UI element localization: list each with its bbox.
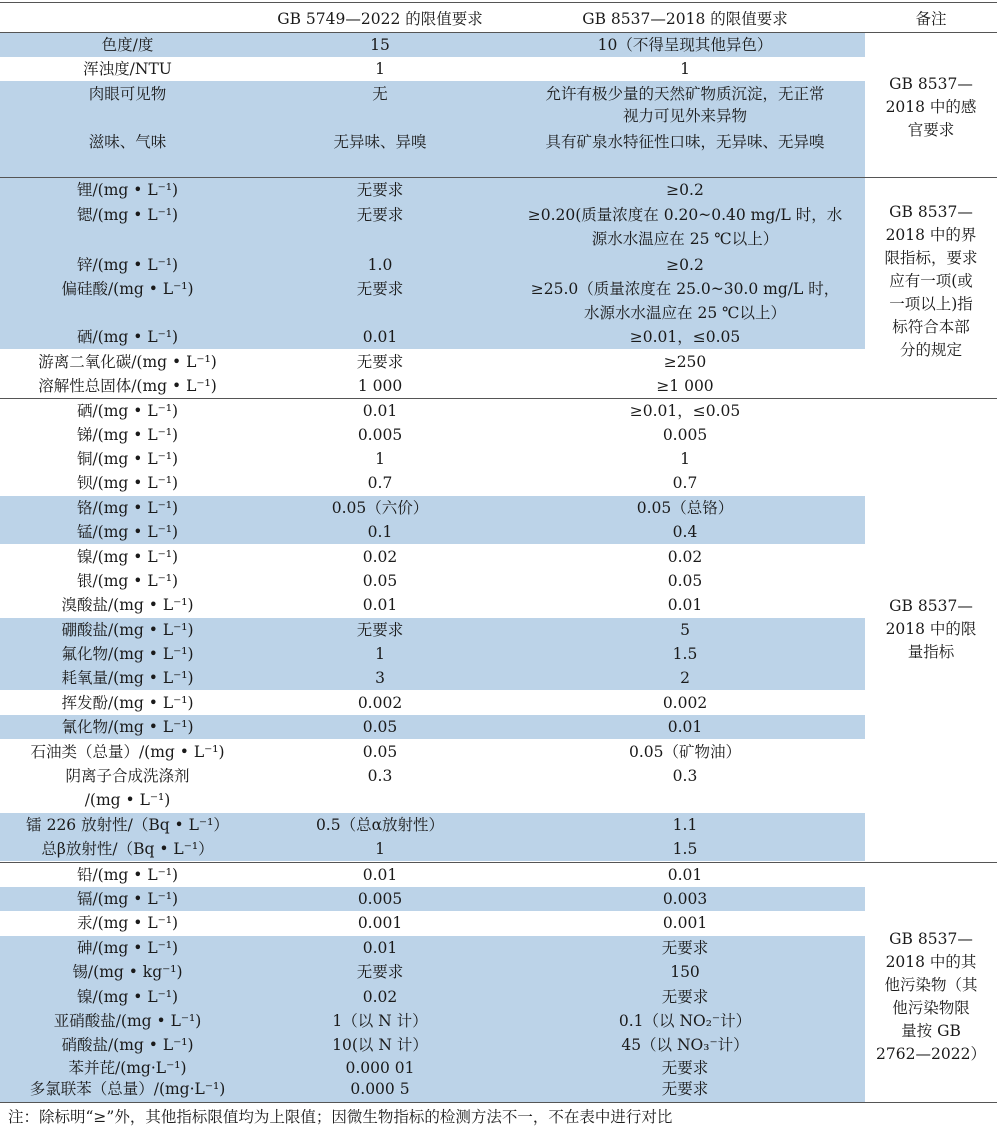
table-cell: ≥0.2	[666, 181, 704, 199]
remark-limit	[865, 595, 997, 664]
table-cell: ≥0.20(质量浓度在 0.20~0.40 mg/L 时，水	[527, 206, 843, 224]
table-cell: 标符合本部	[892, 318, 970, 336]
table-cell: 挥发酚/(mg • L⁻¹)	[61, 694, 194, 712]
table-cell: 苯并芘/(mg·L⁻¹)	[68, 1059, 187, 1077]
table-cell: 0.7	[672, 474, 698, 492]
table-cell: 总β放射性/（Bq • L⁻¹）	[41, 840, 214, 858]
table-cell: GB 8537—	[889, 75, 973, 93]
table-cell: 1	[375, 645, 385, 663]
table-cell: 1	[375, 60, 385, 78]
table-cell: 0.05（矿物油）	[628, 743, 741, 761]
table-row-block	[0, 496, 865, 544]
table-row-block	[0, 936, 865, 1102]
table-cell: 铬/(mg • L⁻¹)	[76, 499, 179, 517]
table-cell: 硼酸盐/(mg • L⁻¹)	[61, 621, 194, 639]
table-cell: 1（以 N 计）	[332, 1012, 428, 1030]
table-cell: 无要求	[661, 1080, 709, 1098]
table-cell: 5	[680, 621, 690, 639]
table-cell: 0.002	[662, 694, 708, 712]
table-cell: 无要求	[356, 181, 404, 199]
table-cell: 一项以上)指	[889, 295, 973, 313]
bottom-rule	[0, 1102, 997, 1103]
table-cell: 无异味、异嗅	[333, 133, 427, 151]
table-cell: 0.01	[667, 596, 703, 614]
header-remarks: 备注	[915, 10, 947, 28]
table-cell: 无要求	[356, 621, 404, 639]
table-cell: 锶/(mg • L⁻¹)	[76, 206, 179, 224]
table-cell: 具有矿泉水特征性口味，无异味、无异嗅	[545, 133, 825, 151]
table-row	[0, 33, 865, 57]
table-cell: 0.01	[362, 866, 398, 884]
table-cell: 肉眼可见物	[88, 85, 167, 103]
table-cell: 0.3	[672, 767, 698, 785]
table-cell: 0.3	[367, 767, 393, 785]
table-cell: 0.1	[367, 523, 393, 541]
table-cell: 硒/(mg • L⁻¹)	[76, 402, 179, 420]
table-row	[0, 863, 865, 887]
table-row	[0, 374, 865, 398]
remark-sensory	[865, 73, 997, 142]
table-cell: ≥0.01，≤0.05	[629, 402, 741, 420]
table-cell: 无要求	[661, 1059, 709, 1077]
table-cell: 无要求	[661, 939, 709, 957]
top-rule	[0, 2, 997, 3]
table-cell: 锂/(mg • L⁻¹)	[76, 181, 179, 199]
table-cell: 溴酸盐/(mg • L⁻¹)	[61, 596, 194, 614]
table-cell: 无	[372, 85, 388, 103]
table-cell: 量指标	[907, 643, 955, 661]
table-cell: 0.1（以 NO₂⁻计）	[618, 1012, 752, 1030]
table-cell: 限指标，要求	[884, 249, 978, 267]
table-cell: 锡/(mg • kg⁻¹)	[72, 963, 183, 981]
remark-other-contaminants	[865, 928, 997, 1066]
table-cell: 锌/(mg • L⁻¹)	[76, 256, 179, 274]
table-cell: 硒/(mg • L⁻¹)	[76, 328, 179, 346]
table-cell: ≥0.2	[666, 256, 704, 274]
table-cell: 1.5	[672, 645, 698, 663]
table-row	[0, 911, 865, 935]
table-cell: 水源水水温应在 25 ℃以上）	[584, 304, 786, 322]
table-cell: 1.0	[367, 256, 393, 274]
table-cell: 汞/(mg • L⁻¹)	[76, 914, 179, 932]
table-row-block	[0, 740, 865, 812]
table-cell: GB 8537—	[889, 597, 973, 615]
table-cell: 镭 226 放射性/（Bq • L⁻¹）	[26, 816, 229, 834]
table-cell: 0.000 01	[345, 1059, 415, 1077]
table-cell: 0.02	[362, 548, 398, 566]
table-cell: 0.01	[362, 939, 398, 957]
table-cell: 0.05	[362, 743, 398, 761]
table-cell: 0.01	[667, 718, 703, 736]
table-cell: 3	[375, 669, 385, 687]
table-cell: 官要求	[907, 121, 955, 139]
table-cell: 阴离子合成洗涤剂	[65, 767, 190, 785]
table-cell: GB 8537—	[889, 203, 973, 221]
table-cell: 1	[680, 450, 690, 468]
table-row-block	[0, 399, 865, 495]
table-cell: 0.4	[672, 523, 698, 541]
table-row	[0, 57, 865, 81]
table-cell: 无要求	[356, 963, 404, 981]
table-cell: 0.05	[667, 572, 703, 590]
table-cell: ≥25.0（质量浓度在 25.0~30.0 mg/L 时，	[530, 280, 840, 298]
table-cell: 0.003	[662, 890, 708, 908]
table-cell: 0.005	[357, 890, 403, 908]
table-cell: 0.001	[662, 914, 708, 932]
table-cell: 15	[370, 36, 390, 54]
table-cell: 0.01	[362, 596, 398, 614]
table-cell: 2018 中的界	[885, 226, 977, 244]
table-row-block	[0, 545, 865, 617]
table-cell: 0.005	[662, 426, 708, 444]
table-row-block	[0, 81, 865, 177]
table-footnote: 注：除标明“≥”外，其他指标限值均为上限值；因微生物指标的检测方法不一，不在表中进行对比	[8, 1108, 673, 1126]
table-cell: 亚硝酸盐/(mg • L⁻¹)	[53, 1012, 202, 1030]
table-cell: 0.5（总α放射性）	[315, 816, 445, 834]
table-cell: 0.005	[357, 426, 403, 444]
remark-boundary	[865, 201, 997, 362]
table-row-block	[0, 178, 865, 349]
table-cell: 0.7	[367, 474, 393, 492]
table-cell: 0.01	[362, 402, 398, 420]
table-cell: 多氯联苯（总量）/(mg·L⁻¹)	[29, 1080, 226, 1098]
table-cell: 无要求	[356, 353, 404, 371]
table-cell: ≥250	[663, 353, 707, 371]
table-cell: 0.05（总铬）	[636, 499, 734, 517]
table-cell: 0.05（六价）	[331, 499, 429, 517]
table-cell: 游离二氧化碳/(mg • L⁻¹)	[38, 353, 217, 371]
table-cell: 0.000 5	[350, 1080, 410, 1098]
table-row-block	[0, 813, 865, 861]
table-cell: 无要求	[356, 280, 404, 298]
table-cell: 耗氧量/(mg • L⁻¹)	[61, 669, 194, 687]
table-cell: 镉/(mg • L⁻¹)	[76, 890, 179, 908]
table-cell: 镍/(mg • L⁻¹)	[76, 988, 179, 1006]
table-cell: 1	[375, 840, 385, 858]
table-cell: 砷/(mg • L⁻¹)	[76, 939, 179, 957]
header-gb8537: GB 8537—2018 的限值要求	[582, 10, 788, 28]
table-cell: 0.05	[362, 572, 398, 590]
table-cell: 1 000	[357, 377, 403, 395]
table-cell: 银/(mg • L⁻¹)	[76, 572, 179, 590]
table-cell: 2	[680, 669, 690, 687]
table-cell: 视力可见外来异物	[622, 107, 747, 125]
table-cell: 无要求	[356, 206, 404, 224]
table-cell: 氟化物/(mg • L⁻¹)	[61, 645, 194, 663]
table-cell: 石油类（总量）/(mg • L⁻¹)	[30, 743, 225, 761]
table-cell: 分的规定	[899, 341, 962, 359]
table-cell: 无要求	[661, 988, 709, 1006]
table-row	[0, 691, 865, 715]
table-cell: 0.05	[362, 718, 398, 736]
table-cell: 源水水温应在 25 ℃以上）	[591, 230, 779, 248]
table-cell: 2762—2022）	[876, 1045, 986, 1063]
table-cell: 10（不得呈现其他异色）	[597, 36, 773, 54]
table-cell: ≥0.01，≤0.05	[629, 328, 741, 346]
table-cell: 铅/(mg • L⁻¹)	[76, 866, 179, 884]
table-cell: 2018 中的感	[885, 98, 977, 116]
table-cell: 150	[670, 963, 700, 981]
table-cell: ≥1 000	[656, 377, 714, 395]
table-cell: 溶解性总固体/(mg • L⁻¹)	[38, 377, 217, 395]
table-cell: 1.5	[672, 840, 698, 858]
table-cell: 1.1	[672, 816, 698, 834]
table-cell: 0.01	[667, 866, 703, 884]
table-cell: 浑浊度/NTU	[83, 60, 172, 78]
table-cell: 滋味、气味	[88, 133, 167, 151]
table-cell: 钡/(mg • L⁻¹)	[76, 474, 179, 492]
table-cell: 允许有极少量的天然矿物质沉淀，无正常	[545, 85, 825, 103]
table-cell: 镍/(mg • L⁻¹)	[76, 548, 179, 566]
table-cell: 0.002	[357, 694, 403, 712]
table-cell: 锰/(mg • L⁻¹)	[76, 523, 179, 541]
table-cell: /(mg • L⁻¹)	[84, 791, 171, 809]
table-cell: 色度/度	[101, 36, 154, 54]
table-cell: 0.02	[362, 988, 398, 1006]
header-gb5749: GB 5749—2022 的限值要求	[277, 10, 483, 28]
table-cell: 量按 GB	[901, 1022, 961, 1040]
table-cell: 45（以 NO₃⁻计）	[621, 1036, 749, 1054]
table-cell: 他污染物（其	[884, 976, 978, 994]
table-cell: 硝酸盐/(mg • L⁻¹)	[61, 1036, 194, 1054]
table-cell: 0.001	[357, 914, 403, 932]
table-cell: 他污染物限	[892, 999, 970, 1017]
table-cell: 锑/(mg • L⁻¹)	[76, 426, 179, 444]
table-row	[0, 887, 865, 911]
table-cell: 铜/(mg • L⁻¹)	[76, 450, 179, 468]
table-cell: 2018 中的其	[885, 953, 977, 971]
table-cell: 2018 中的限	[885, 620, 977, 638]
table-row-block	[0, 618, 865, 690]
table-cell: 10(以 N 计）	[332, 1036, 428, 1054]
table-cell: 1	[680, 60, 690, 78]
table-row	[0, 715, 865, 739]
table-cell: GB 8537—	[889, 930, 973, 948]
table-cell: 1	[375, 450, 385, 468]
table-cell: 氰化物/(mg • L⁻¹)	[61, 718, 194, 736]
table-cell: 应有一项(或	[889, 272, 973, 290]
table-cell: 偏硅酸/(mg • L⁻¹)	[61, 280, 194, 298]
table-cell: 0.01	[362, 328, 398, 346]
table-row	[0, 350, 865, 374]
table-cell: 0.02	[667, 548, 703, 566]
